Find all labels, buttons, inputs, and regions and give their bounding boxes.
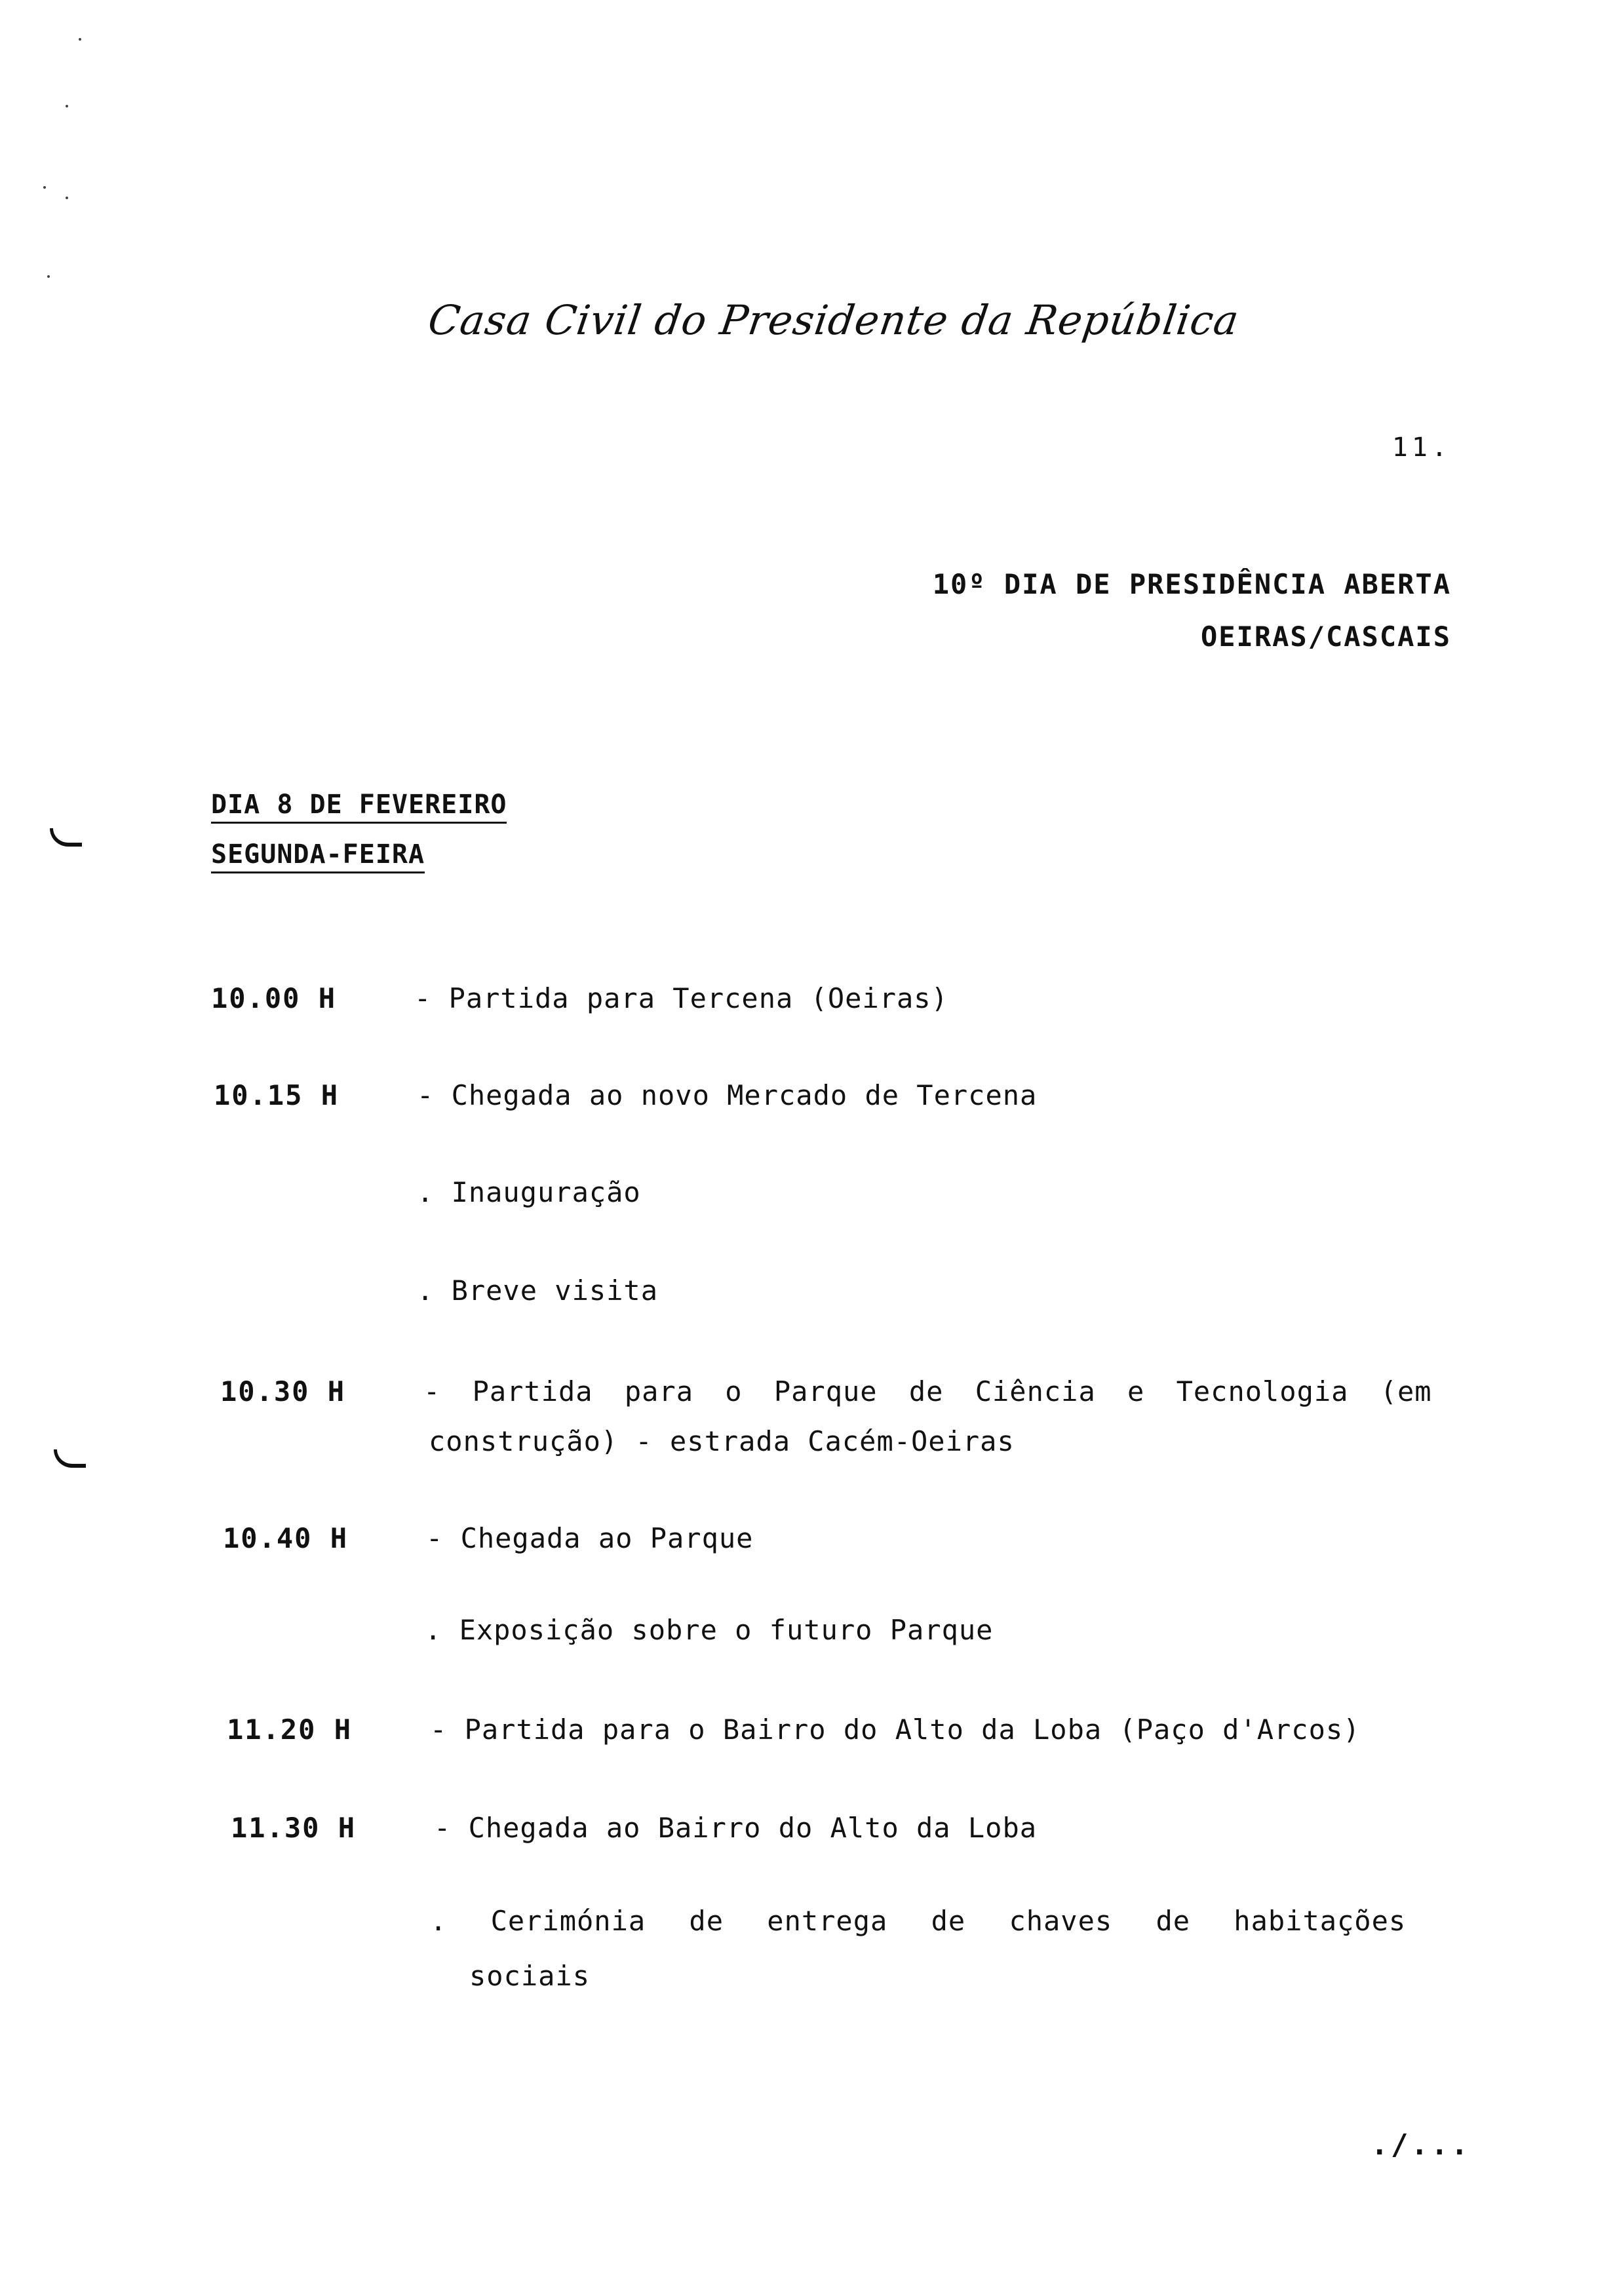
date-label: DIA 8 DE FEVEREIRO [211,788,507,824]
margin-check-mark [50,828,82,847]
schedule-bullet: . Breve visita [417,1274,659,1307]
letterhead: Casa Civil do Presidente da República [425,296,1243,344]
entry-time: 11.20 H [227,1713,353,1746]
schedule-entry [231,1803,1037,1853]
schedule-bullet: . Exposição sobre o futuro Parque [425,1614,994,1646]
schedule-entry [227,1705,1360,1755]
scan-speck [79,38,81,41]
entry-text: - Partida para o Parque de Ciência e Tecnologia (em [423,1375,1432,1407]
entry-text: - Chegada ao novo Mercado de Tercena [417,1079,1038,1111]
weekday-label: SEGUNDA-FEIRA [211,837,425,873]
scan-speck [66,197,68,199]
entry-text: - Partida para Tercena (Oeiras) [414,982,948,1014]
page-number: 11. [1391,432,1451,463]
entry-time: 10.00 H [211,982,337,1014]
date-heading [211,778,507,878]
bullet-text: . Cerimónia de entrega de chaves de habitações [430,1905,1407,1937]
schedule-entry [211,974,948,1024]
entry-time: 10.30 H [220,1375,346,1407]
entry-time: 10.40 H [223,1522,349,1554]
document-title [933,558,1451,663]
scan-speck [47,275,50,278]
entry-text: - Partida para o Bairro do Alto da Loba (Paço d'Arcos) [430,1713,1361,1746]
title-line-1: 10º DIA DE PRESIDÊNCIA ABERTA [932,568,1451,600]
schedule-bullet [430,1894,1479,1949]
entry-text: - Chegada ao Bairro do Alto da Loba [434,1812,1038,1844]
schedule-entry [220,1367,1479,1466]
continuation-marker: ./... [1371,2128,1471,2162]
scan-speck [43,186,46,189]
schedule-bullet: . Inauguração [417,1176,641,1208]
entry-time: 10.15 H [214,1079,340,1111]
entry-text-continuation: construção) - estrada Cacém-Oeiras [429,1425,1015,1457]
margin-check-mark [54,1449,86,1468]
bullet-text-continuation: sociais [469,1960,591,1992]
title-line-2: OEIRAS/CASCAIS [1200,621,1451,653]
entry-time: 11.30 H [231,1812,357,1844]
schedule-entry [223,1514,753,1563]
scan-speck [66,105,68,107]
entry-text: - Chegada ao Parque [426,1522,754,1554]
schedule-entry [214,1071,1037,1120]
